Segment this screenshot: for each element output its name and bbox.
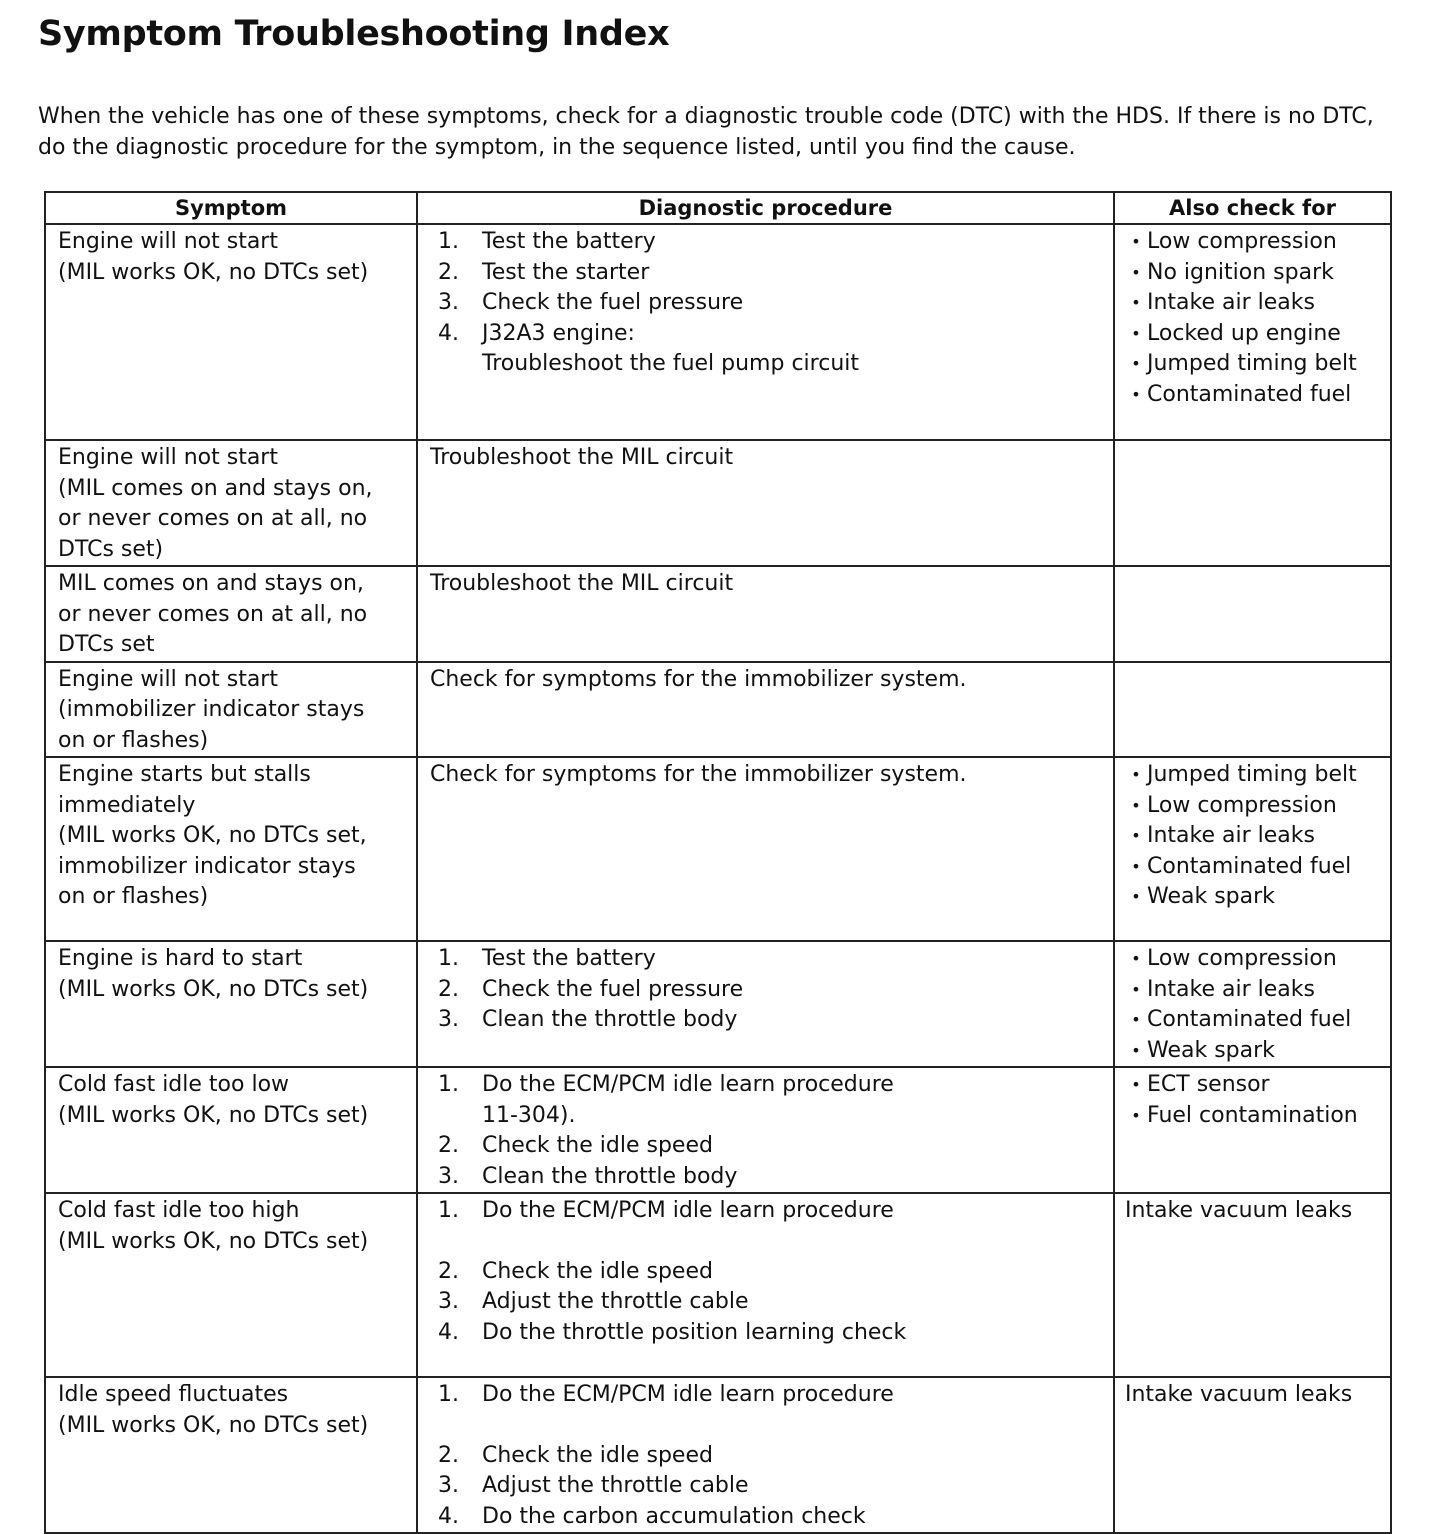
symptom-line: (immobilizer indicator stays xyxy=(58,697,365,722)
table-row xyxy=(45,941,1391,1067)
procedure-step xyxy=(438,288,1103,319)
symptom-line: Idle speed fluctuates xyxy=(58,1382,289,1407)
also-check-cell xyxy=(1114,941,1391,1067)
step-text: Do the ECM/PCM idle learn procedure xyxy=(482,1382,894,1407)
step-text: Clean the throttle body xyxy=(482,1163,738,1189)
list-item: • No ignition spark xyxy=(1125,258,1384,289)
step-number: 4. xyxy=(438,320,459,346)
symptom-cell xyxy=(45,1377,417,1533)
header-diagnostic-procedure: Diagnostic procedure xyxy=(417,192,1114,224)
symptom-line: Cold fast idle too high xyxy=(58,1198,300,1223)
symptom-line: (MIL works OK, no DTCs set) xyxy=(58,1102,369,1128)
symptom-line: DTCs set) xyxy=(58,536,164,562)
procedure-step xyxy=(438,1196,1103,1227)
step-number: 1. xyxy=(438,1382,459,1407)
step-text: Check the fuel pressure xyxy=(482,290,744,315)
bullet-icon: • xyxy=(1131,1075,1141,1094)
bullet-icon: • xyxy=(1131,765,1141,784)
procedure-cell xyxy=(417,1377,1114,1533)
table-row xyxy=(45,1377,1391,1533)
procedure-cell xyxy=(417,224,1114,440)
step-number: 1. xyxy=(438,1072,459,1097)
also-check-text: Intake vacuum leaks xyxy=(1125,1382,1353,1407)
also-check-list xyxy=(1125,944,1384,1066)
bullet-icon: • xyxy=(1131,384,1141,404)
procedure-steps xyxy=(430,227,1103,380)
procedure-step xyxy=(438,1380,1103,1411)
step-text: Check the idle speed xyxy=(482,1258,713,1284)
also-check-text: Intake vacuum leaks xyxy=(1125,1198,1353,1223)
step-number: 4. xyxy=(438,1503,459,1529)
procedure-step xyxy=(438,944,1103,975)
list-item: • Intake air leaks xyxy=(1125,821,1384,852)
also-check-list xyxy=(1125,760,1384,913)
step-number: 2. xyxy=(438,1133,459,1158)
step-number: 3. xyxy=(438,1007,459,1032)
procedure-step xyxy=(438,1441,1103,1472)
symptom-line: on or flashes) xyxy=(58,727,209,753)
header-also-check-for: Also check for xyxy=(1114,192,1391,224)
symptom-line: or never comes on at all, no xyxy=(58,601,368,627)
step-text: Do the throttle position learning check xyxy=(482,1319,907,1345)
table-row xyxy=(45,757,1391,941)
also-check-cell xyxy=(1114,662,1391,758)
step-number: 1. xyxy=(438,229,459,254)
step-number: 3. xyxy=(438,1289,459,1314)
symptom-line: Engine starts but stalls xyxy=(58,762,311,787)
procedure-step xyxy=(438,1318,1103,1349)
symptom-line: Engine will not start xyxy=(58,229,278,254)
procedure-steps xyxy=(430,1070,1103,1192)
list-item: • Contaminated fuel xyxy=(1125,1005,1384,1036)
procedure-cell xyxy=(417,566,1114,662)
procedure-step xyxy=(438,1070,1103,1101)
list-item: • Jumped timing belt xyxy=(1125,760,1384,791)
procedure-cell xyxy=(417,757,1114,941)
also-check-cell xyxy=(1114,566,1391,662)
step-number: 3. xyxy=(438,1473,459,1498)
also-check-cell xyxy=(1114,440,1391,566)
step-number: 3. xyxy=(438,290,459,315)
procedure-step xyxy=(438,319,1103,350)
step-text: Test the battery xyxy=(482,946,656,971)
list-item: • Fuel contamination xyxy=(1125,1101,1384,1132)
procedure-text: Check for symptoms for the immobilizer system. xyxy=(430,762,967,787)
step-number: 1. xyxy=(438,1198,459,1223)
also-check-list xyxy=(1125,227,1384,410)
procedure-step xyxy=(438,975,1103,1006)
procedure-step xyxy=(438,1502,1103,1533)
symptom-line: (MIL works OK, no DTCs set) xyxy=(58,1228,369,1254)
list-item: • Weak spark xyxy=(1125,1036,1384,1067)
step-number: 4. xyxy=(438,1319,459,1345)
symptom-line: on or flashes) xyxy=(58,884,209,909)
symptom-line: DTCs set xyxy=(58,632,155,657)
also-check-cell xyxy=(1114,1193,1391,1377)
table-row xyxy=(45,224,1391,440)
also-check-cell xyxy=(1114,1067,1391,1193)
procedure-step xyxy=(438,1131,1103,1162)
procedure-steps xyxy=(430,1380,1103,1532)
bullet-icon: • xyxy=(1131,979,1141,999)
symptom-line: (MIL comes on and stays on, xyxy=(58,475,373,501)
step-text: Adjust the throttle cable xyxy=(482,1473,749,1498)
bullet-icon: • xyxy=(1131,795,1141,815)
also-check-list xyxy=(1125,1070,1384,1131)
procedure-step xyxy=(438,349,1103,380)
step-text: Do the ECM/PCM idle learn procedure xyxy=(482,1072,894,1097)
symptom-cell xyxy=(45,1193,417,1377)
list-item: • Weak spark xyxy=(1125,882,1384,913)
step-number: 2. xyxy=(438,1442,459,1468)
symptom-cell xyxy=(45,941,417,1067)
step-number: 2. xyxy=(438,1258,459,1284)
symptom-line: or never comes on at all, no xyxy=(58,506,368,531)
step-number: 1. xyxy=(438,946,459,971)
bullet-icon: • xyxy=(1131,826,1141,845)
step-text: Troubleshoot the fuel pump circuit xyxy=(482,351,859,376)
symptom-cell xyxy=(45,566,417,662)
procedure-cell xyxy=(417,662,1114,758)
procedure-step xyxy=(438,258,1103,289)
step-text: Check the idle speed xyxy=(482,1442,713,1468)
procedure-cell xyxy=(417,1193,1114,1377)
step-number: 2. xyxy=(438,976,459,1002)
bullet-icon: • xyxy=(1131,1040,1141,1060)
bullet-icon: • xyxy=(1131,293,1141,312)
header-symptom: Symptom xyxy=(45,192,417,224)
symptom-cell xyxy=(45,1067,417,1193)
symptom-line: (MIL works OK, no DTCs set, xyxy=(58,823,367,848)
table-row xyxy=(45,566,1391,662)
table-row xyxy=(45,440,1391,566)
symptom-cell xyxy=(45,757,417,941)
list-item: • Jumped timing belt xyxy=(1125,349,1384,380)
procedure-step xyxy=(438,1257,1103,1288)
procedure-step xyxy=(438,1471,1103,1502)
step-text: J32A3 engine: xyxy=(482,320,635,346)
symptom-line: Engine will not start xyxy=(58,445,278,470)
bullet-icon: • xyxy=(1131,949,1141,968)
procedure-text: Troubleshoot the MIL circuit xyxy=(430,571,734,596)
table-row xyxy=(45,1067,1391,1193)
also-check-cell xyxy=(1114,1377,1391,1533)
symptom-line: Cold fast idle too low xyxy=(58,1072,290,1097)
bullet-icon: • xyxy=(1131,232,1141,251)
also-check-cell xyxy=(1114,757,1391,941)
procedure-cell xyxy=(417,1067,1114,1193)
step-text: Do the ECM/PCM idle learn procedure xyxy=(482,1198,894,1223)
procedure-cell xyxy=(417,440,1114,566)
list-item: • Contaminated fuel xyxy=(1125,380,1384,411)
bullet-icon: • xyxy=(1131,354,1141,373)
step-text: Test the starter xyxy=(482,259,650,285)
table-header-row xyxy=(45,192,1391,224)
list-item: • Contaminated fuel xyxy=(1125,852,1384,883)
table-row xyxy=(45,662,1391,758)
symptom-line: MIL comes on and stays on, xyxy=(58,571,364,596)
symptom-line: (MIL works OK, no DTCs set) xyxy=(58,259,369,285)
symptom-index-table xyxy=(44,191,1392,1534)
procedure-step xyxy=(438,1287,1103,1318)
list-item: • Intake air leaks xyxy=(1125,288,1384,319)
symptom-cell xyxy=(45,440,417,566)
step-text: Do the carbon accumulation check xyxy=(482,1503,866,1529)
list-item: • Low compression xyxy=(1125,791,1384,822)
bullet-icon: • xyxy=(1131,856,1141,876)
bullet-icon: • xyxy=(1131,1105,1141,1125)
step-text: Test the battery xyxy=(482,229,656,254)
list-item: • Locked up engine xyxy=(1125,319,1384,350)
procedure-step xyxy=(438,1162,1103,1193)
step-text: 11-304). xyxy=(482,1102,576,1128)
step-text: Check the idle speed xyxy=(482,1133,713,1158)
bullet-icon: • xyxy=(1131,323,1141,343)
symptom-line: Engine will not start xyxy=(58,666,278,692)
procedure-text: Check for symptoms for the immobilizer system. xyxy=(430,666,967,692)
step-text: Check the fuel pressure xyxy=(482,976,744,1002)
symptom-line: immediately xyxy=(58,792,196,818)
intro-paragraph: When the vehicle has one of these symptoms, check for a diagnostic trouble code (DTC) with the HDS. If there is no DTC, do the diagnostic procedure for the symptom, in the sequence listed, until you find the cause. xyxy=(38,104,1374,160)
symptom-line: immobilizer indicator stays xyxy=(58,853,356,879)
bullet-icon: • xyxy=(1131,1010,1141,1029)
list-item: • Intake air leaks xyxy=(1125,975,1384,1006)
procedure-text: Troubleshoot the MIL circuit xyxy=(430,445,734,470)
procedure-step xyxy=(438,227,1103,258)
bullet-icon: • xyxy=(1131,262,1141,282)
procedure-step xyxy=(438,1101,1103,1132)
procedure-steps xyxy=(430,944,1103,1036)
list-item: • Low compression xyxy=(1125,944,1384,975)
also-check-cell xyxy=(1114,224,1391,440)
step-text: Clean the throttle body xyxy=(482,1007,738,1032)
procedure-step xyxy=(438,1005,1103,1036)
step-text: Adjust the throttle cable xyxy=(482,1289,749,1314)
bullet-icon: • xyxy=(1131,887,1141,906)
list-item: • ECT sensor xyxy=(1125,1070,1384,1101)
table-row xyxy=(45,1193,1391,1377)
symptom-line: Engine is hard to start xyxy=(58,946,303,971)
symptom-line: (MIL works OK, no DTCs set) xyxy=(58,1412,369,1438)
step-number: 3. xyxy=(438,1163,459,1189)
symptom-cell xyxy=(45,662,417,758)
step-number: 2. xyxy=(438,259,459,285)
symptom-line: (MIL works OK, no DTCs set) xyxy=(58,976,369,1002)
procedure-steps xyxy=(430,1196,1103,1348)
page-title: Symptom Troubleshooting Index xyxy=(38,14,670,54)
symptom-cell xyxy=(45,224,417,440)
list-item: • Low compression xyxy=(1125,227,1384,258)
procedure-cell xyxy=(417,941,1114,1067)
